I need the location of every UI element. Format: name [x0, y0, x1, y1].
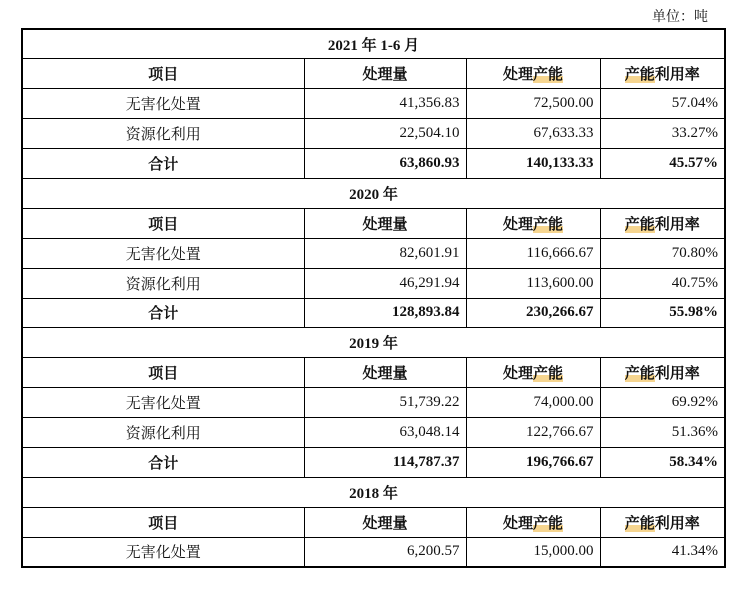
table-row: [22, 418, 725, 448]
table-row: [22, 388, 725, 418]
section-title-row: [22, 29, 725, 59]
cell-item: 无害化处置: [22, 238, 304, 268]
cell-item: 合计: [22, 149, 304, 179]
cell-capacity: 230,266.67: [466, 298, 600, 328]
cell-utilization-rate: 70.80%: [600, 238, 725, 268]
header-row: [22, 358, 725, 388]
header-utilization-rate: [600, 208, 725, 238]
header-rate-post: 利用率: [654, 67, 700, 84]
cell-volume: 82,601.91: [304, 238, 466, 268]
header-capacity-highlight: 产能: [533, 515, 564, 532]
capacity-utilization-table: [21, 28, 726, 568]
header-rate-post: 利用率: [654, 515, 700, 532]
section-title: 2019 年: [22, 328, 725, 358]
header-volume: 处理量: [304, 507, 466, 537]
header-row: [22, 59, 725, 89]
total-row: [22, 149, 725, 179]
header-item: 项目: [22, 358, 304, 388]
section-title: 2018 年: [22, 477, 725, 507]
header-rate-highlight: 产能: [624, 366, 655, 383]
section-title-row: [22, 477, 725, 507]
header-row: [22, 507, 725, 537]
header-volume: 处理量: [304, 59, 466, 89]
cell-capacity: 140,133.33: [466, 149, 600, 179]
header-capacity-highlight: 产能: [533, 67, 564, 84]
header-capacity: [466, 358, 600, 388]
header-capacity: [466, 507, 600, 537]
cell-volume: 41,356.83: [304, 89, 466, 119]
cell-utilization-rate: 57.04%: [600, 89, 725, 119]
cell-capacity: 74,000.00: [466, 388, 600, 418]
cell-utilization-rate: 40.75%: [600, 268, 725, 298]
cell-item: 无害化处置: [22, 89, 304, 119]
unit-label: 单位：吨: [652, 10, 708, 25]
table-row: [22, 119, 725, 149]
header-rate-highlight: 产能: [624, 67, 655, 84]
cell-item: 资源化利用: [22, 418, 304, 448]
cell-capacity: 15,000.00: [466, 537, 600, 567]
header-item: 项目: [22, 208, 304, 238]
header-row: [22, 208, 725, 238]
cell-utilization-rate: 45.57%: [600, 149, 725, 179]
cell-item: 资源化利用: [22, 268, 304, 298]
cell-utilization-rate: 58.34%: [600, 447, 725, 477]
header-capacity-pre: 处理: [502, 515, 533, 532]
table-row: [22, 238, 725, 268]
cell-item: 合计: [22, 447, 304, 477]
table-row: [22, 268, 725, 298]
header-volume: 处理量: [304, 208, 466, 238]
header-utilization-rate: [600, 507, 725, 537]
section-title-row: [22, 328, 725, 358]
cell-volume: 63,048.14: [304, 418, 466, 448]
header-capacity-pre: 处理: [502, 67, 533, 84]
cell-capacity: 72,500.00: [466, 89, 600, 119]
cell-utilization-rate: 33.27%: [600, 119, 725, 149]
header-item: 项目: [22, 59, 304, 89]
cell-utilization-rate: 55.98%: [600, 298, 725, 328]
table-row: [22, 89, 725, 119]
section-title: 2020 年: [22, 178, 725, 208]
cell-item: 无害化处置: [22, 388, 304, 418]
cell-volume: 46,291.94: [304, 268, 466, 298]
cell-volume: 22,504.10: [304, 119, 466, 149]
section-title: 2021 年 1-6 月: [22, 29, 725, 59]
header-volume: 处理量: [304, 358, 466, 388]
header-utilization-rate: [600, 358, 725, 388]
cell-volume: 51,739.22: [304, 388, 466, 418]
header-rate-post: 利用率: [654, 216, 700, 233]
cell-volume: 63,860.93: [304, 149, 466, 179]
cell-item: 资源化利用: [22, 119, 304, 149]
header-capacity-highlight: 产能: [533, 366, 564, 383]
total-row: [22, 447, 725, 477]
cell-capacity: 67,633.33: [466, 119, 600, 149]
header-item: 项目: [22, 507, 304, 537]
header-capacity-pre: 处理: [502, 366, 533, 383]
cell-capacity: 113,600.00: [466, 268, 600, 298]
cell-capacity: 122,766.67: [466, 418, 600, 448]
table-row: [22, 537, 725, 567]
total-row: [22, 298, 725, 328]
cell-capacity: 116,666.67: [466, 238, 600, 268]
cell-volume: 114,787.37: [304, 447, 466, 477]
header-rate-highlight: 产能: [624, 216, 655, 233]
cell-volume: 128,893.84: [304, 298, 466, 328]
cell-utilization-rate: 51.36%: [600, 418, 725, 448]
section-title-row: [22, 178, 725, 208]
header-capacity: [466, 59, 600, 89]
header-capacity-highlight: 产能: [533, 216, 564, 233]
header-capacity: [466, 208, 600, 238]
cell-item: 无害化处置: [22, 537, 304, 567]
header-capacity-pre: 处理: [502, 216, 533, 233]
cell-utilization-rate: 41.34%: [600, 537, 725, 567]
header-utilization-rate: [600, 59, 725, 89]
header-rate-highlight: 产能: [624, 515, 655, 532]
cell-capacity: 196,766.67: [466, 447, 600, 477]
cell-utilization-rate: 69.92%: [600, 388, 725, 418]
header-rate-post: 利用率: [654, 366, 700, 383]
cell-item: 合计: [22, 298, 304, 328]
cell-volume: 6,200.57: [304, 537, 466, 567]
